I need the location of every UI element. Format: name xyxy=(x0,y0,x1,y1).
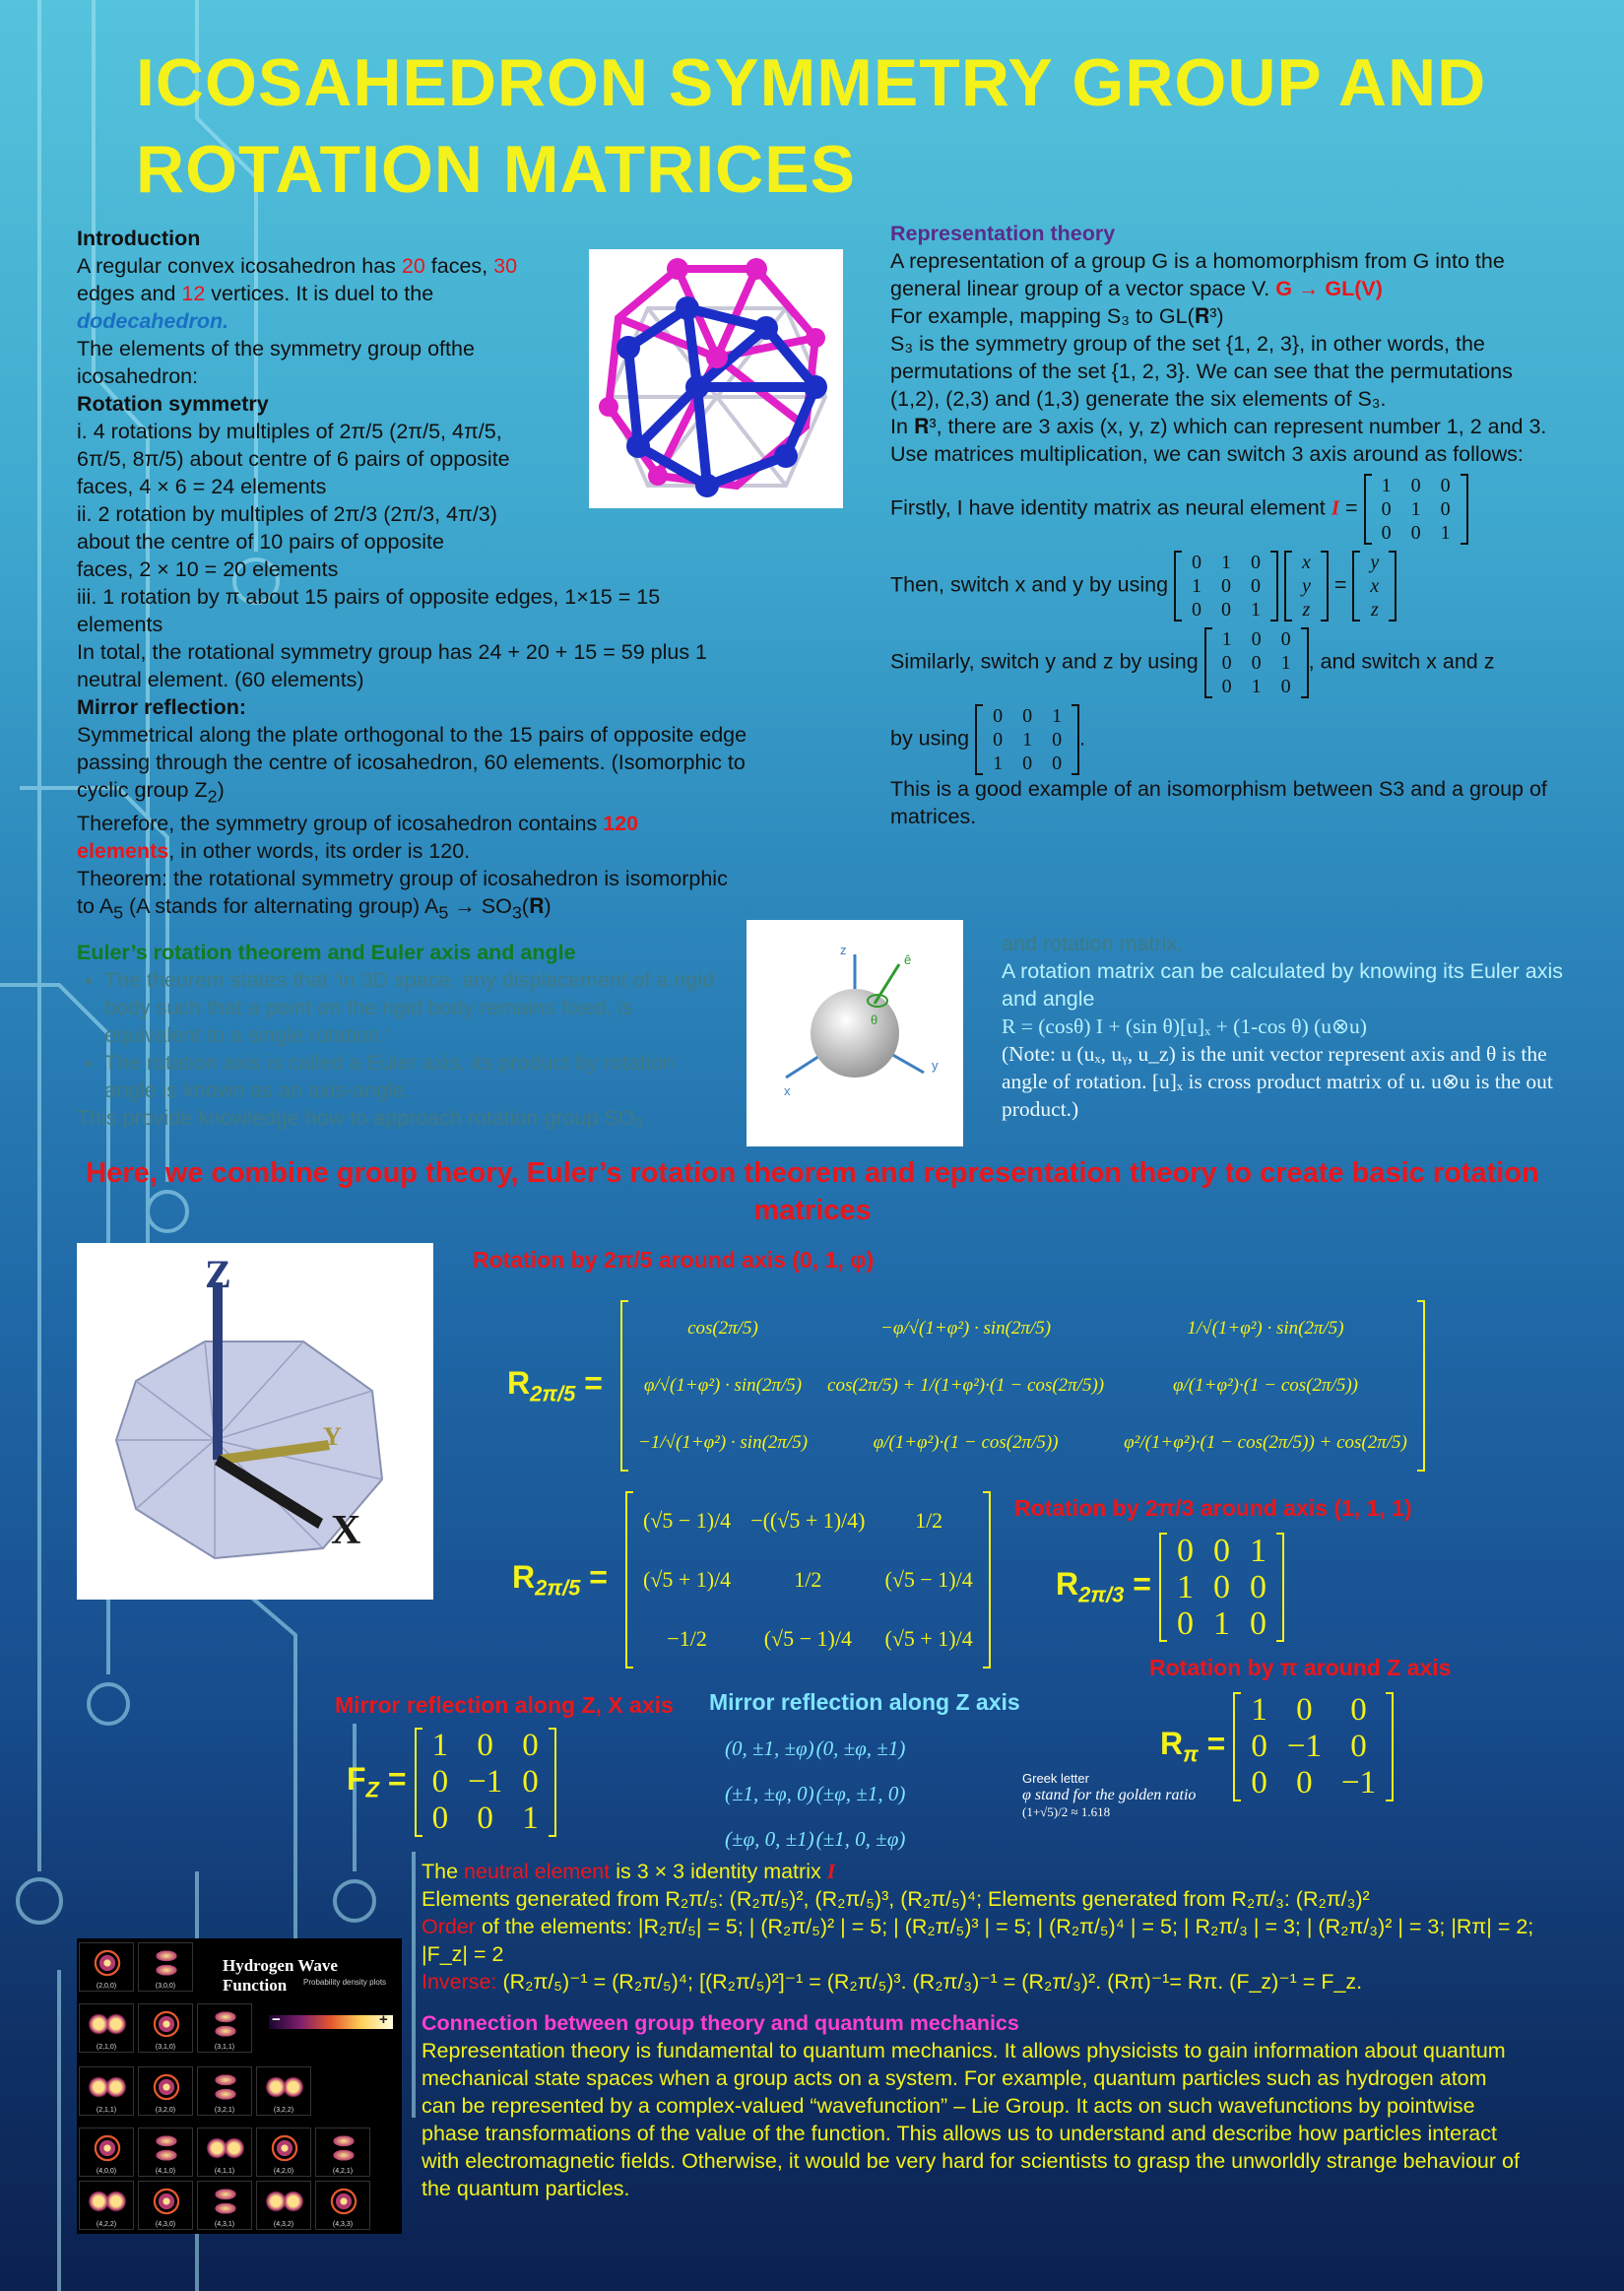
orbital-plot xyxy=(79,2127,134,2177)
matrix-cell: 0 xyxy=(1221,575,1232,597)
vector-cell: z xyxy=(1370,599,1379,621)
rotation-2pi5-general: $R_{2\pi/5}$ = cos(2π/5) −φ/√(1+φ²) · sin(2π/5) 1/√(1+φ²) · sin(2π/5) φ/√(1+φ²) · sin(2π/5) cos(2π/5) + 1/(1+φ²)·(1 − cos(2π/5)) φ/(1+φ²)·(1 − cos(2π/5)) −1/√(1+φ²) · sin(2π/5) φ/(1+φ²)·(1 − cos(2π/5)) φ²/(1+φ²)·(1 − cos(2π/5)) + cos(2π/5) xyxy=(507,1292,1502,1479)
orbital-label: (4,3,0) xyxy=(155,2221,176,2228)
orbital-label: (4,1,0) xyxy=(155,2168,176,2175)
matrix-cell: 0 xyxy=(1249,1569,1267,1605)
orbital-plot xyxy=(138,1942,193,1992)
rot5-numeric-table xyxy=(633,1491,983,1669)
matrix-cell: 1 xyxy=(1440,522,1451,544)
mirror-z-points xyxy=(724,1726,906,1862)
icosahedron-icon xyxy=(589,249,843,508)
matrix-cell: (√5 + 1)/4 xyxy=(642,1567,732,1592)
matrix-cell: 0 xyxy=(1381,498,1392,520)
euler-right-1: and rotation matrix. xyxy=(1002,932,1184,955)
icosahedron-image xyxy=(589,249,843,508)
matrix-cell: 0 xyxy=(431,1800,449,1836)
matrix-cell: 0 xyxy=(1249,1605,1267,1642)
orbital-plot xyxy=(79,2181,134,2230)
matrix-cell: 1 xyxy=(1022,729,1033,751)
matrix-cell: 1 xyxy=(1221,628,1232,650)
matrix-cell: (0, ±1, ±φ) xyxy=(725,1736,814,1760)
orbital-density-icon xyxy=(145,2069,188,2105)
rep-p1: A representation of a group G is a homomorphism from G into the general linear group of a vector space V. G → GL(V) xyxy=(890,249,1505,300)
identity-matrix xyxy=(1364,474,1468,545)
elements-section xyxy=(422,1858,1574,1996)
orbital-plot xyxy=(197,2066,252,2116)
svg-text:z: z xyxy=(840,943,847,957)
rotation-2pi5-general-matrix xyxy=(620,1300,1425,1472)
orbital-label: (2,0,0) xyxy=(96,1983,117,1990)
matrix-cell: 0 xyxy=(1052,729,1063,751)
orbital-label: (3,2,0) xyxy=(155,2107,176,2114)
matrix-cell: 0 xyxy=(1296,1765,1313,1800)
rotation-i: i. 4 rotations by multiples of 2π/5 (2π/5, 4π/5, 6π/5, 8π/5) about centre of 6 pairs of opposite faces, 4 × 6 = 24 elements xyxy=(77,420,510,498)
rep-swap-yz-table xyxy=(1212,627,1301,698)
matrix-cell: 0 xyxy=(431,1764,449,1800)
rotpi-m-table xyxy=(1241,1692,1386,1801)
rotation-total: In total, the rotational symmetry group has 24 + 20 + 15 = 59 plus 1 neutral element. (60 elements) xyxy=(77,640,708,691)
matrix-cell: (±φ, ±1, 0) xyxy=(815,1782,906,1805)
orbital-density-icon xyxy=(145,2184,188,2219)
orbital-label: (3,1,1) xyxy=(214,2044,235,2051)
svg-text:X: X xyxy=(331,1508,361,1553)
orbital-plot xyxy=(315,2127,370,2177)
orbital-label: (3,0,0) xyxy=(155,1983,176,1990)
matrix-cell: (±1, ±φ, 0) xyxy=(725,1782,814,1805)
matrix-cell: 1 xyxy=(1410,498,1421,520)
intro-line-3: The elements of the symmetry group ofthe icosahedron: xyxy=(77,337,475,388)
matrix-cell: 1 xyxy=(1251,599,1262,621)
swap-xz-row: by using 0 0 1 0 1 0 1 0 0 . xyxy=(890,705,1086,774)
vector-cell: y xyxy=(1370,552,1380,573)
matrix-cell: (√5 − 1)/4 xyxy=(884,1567,973,1592)
mirror-text: Symmetrical along the plate orthogonal to the 15 pairs of opposite edge passing through the centre of icosahedron, 60 elements. (Isomorphic to cyclic group $Z_2$) xyxy=(77,723,747,807)
vector-cell: y xyxy=(1302,575,1311,597)
rotation-note: (Note: u (uₓ, uᵧ, u_z) is the unit vector represent axis and θ is the angle of rotation. [u]ₓ is cross product matrix of u. u⊗u is the out product.) xyxy=(1002,1042,1553,1121)
rotation-pi-matrix xyxy=(1233,1692,1394,1801)
elements-order: Order of the elements: |R₂π/₅| = 5; | (R₂π/₅)² | = 5; | (R₂π/₅)³ | = 5; | (R₂π/₅)⁴ | = 5; | R₂π/₃ | = 3; | (R₂π/₃)² | = 3; |Rπ| = 2; |F_z| = 2 xyxy=(422,1915,1534,1966)
euler-bullet-1: • The theorem states that ‘in 3D space, any displacement of a rigid body such that a point on the rigid body remains fixed, is equivalent to a single rotation.’ xyxy=(104,966,727,1049)
orbital-density-icon xyxy=(86,1945,129,1981)
euler-right-2: A rotation matrix can be calculated by knowing its Euler axis and angle xyxy=(1002,959,1564,1011)
matrix-cell: 0 xyxy=(1251,575,1262,597)
matrix-cell: 0 xyxy=(1350,1692,1367,1728)
matrix-cell: −1 xyxy=(1340,1765,1377,1800)
representation-heading: Representation theory xyxy=(890,222,1116,245)
orbital-label: (3,2,2) xyxy=(273,2107,294,2114)
orbital-label: (2,1,1) xyxy=(96,2107,117,2114)
orbital-plot xyxy=(79,1942,134,1992)
matrix-cell: 1 xyxy=(1251,676,1262,697)
matrix-cell: 0 xyxy=(522,1728,539,1763)
matrix-cell: 0 xyxy=(993,705,1004,727)
matrix-cell: −1/2 xyxy=(667,1626,707,1651)
mirror-zx-heading: Mirror reflection along Z, X axis xyxy=(335,1692,674,1718)
mirror-zx-matrix xyxy=(415,1728,556,1837)
matrix-cell: 0 xyxy=(1251,1729,1267,1764)
rep-swap-xy-table xyxy=(1182,551,1270,622)
rep-p3: S₃ is the symmetry group of the set {1, 2, 3}, in other words, the permutations of the set {1, 2, 3}. We can see that the permutations (1,2), (2,3) and (1,3) generate the six elements of S₃. xyxy=(890,332,1513,411)
svg-text:Z: Z xyxy=(205,1252,231,1296)
rep-p2: For example, mapping S₃ to GL(𝐑³) xyxy=(890,304,1224,328)
vector-cell: z xyxy=(1302,599,1311,621)
matrix-cell: 0 xyxy=(1410,522,1421,544)
rotation-2pi3-heading: Rotation by 2π/3 around axis (1, 1, 1) xyxy=(1014,1495,1412,1521)
rotation-formula: R = (cosθ) I + (sin θ)[u]ₓ + (1-cos θ) (u⊗u) xyxy=(1002,1015,1367,1038)
rotation-model-image xyxy=(77,1243,433,1600)
swap-xy-matrix xyxy=(1174,551,1278,622)
matrix-cell: (0, ±φ, ±1) xyxy=(815,1736,906,1760)
euler-section xyxy=(77,939,727,1132)
matrix-cell: 1 xyxy=(522,1800,539,1836)
matrix-cell: 0 xyxy=(1381,522,1392,544)
orbital-density-icon xyxy=(263,2069,306,2105)
rotation-pi: $R_\pi$ = 1 0 0 0 −1 0 0 0 −1 xyxy=(1160,1692,1394,1801)
matrix-cell: 0 xyxy=(477,1800,493,1836)
matrix-cell: 0 xyxy=(1221,652,1232,674)
matrix-cell: 1 xyxy=(1381,475,1392,496)
orbital-density-icon xyxy=(145,2006,188,2042)
rotation-2pi5-numeric-matrix xyxy=(625,1491,991,1669)
elements-inverse: Inverse: (R₂π/₅)⁻¹ = (R₂π/₅)⁴; [(R₂π/₅)²]⁻¹ = (R₂π/₅)³. (R₂π/₃)⁻¹ = (R₂π/₃)². (Rπ)⁻¹= Rπ. (F_z)⁻¹ = F_z. xyxy=(422,1970,1363,1994)
hydrogen-wavefunction-image xyxy=(77,1938,402,2234)
matrix-cell: −φ/√(1+φ²) · sin(2π/5) xyxy=(880,1318,1052,1339)
matrix-cell: −1 xyxy=(468,1764,503,1800)
greek-l1: Greek letter xyxy=(1022,1771,1089,1786)
vector-table xyxy=(1292,551,1321,622)
matrix-cell: 0 xyxy=(1176,1533,1194,1569)
matrix-cell: φ/(1+φ²)·(1 − cos(2π/5)) xyxy=(873,1432,1059,1453)
matrix-cell: 1 xyxy=(1212,1605,1230,1642)
vector-table xyxy=(1360,551,1389,622)
r-2pi5-label: R xyxy=(507,1364,531,1401)
matrix-cell: (±φ, 0, ±1) xyxy=(725,1827,814,1851)
orbital-density-icon xyxy=(86,2006,129,2042)
matrix-cell: 0 xyxy=(1251,552,1262,573)
matrix-cell: (±1, 0, ±φ) xyxy=(815,1827,906,1851)
matrix-cell: 1/2 xyxy=(794,1567,822,1592)
matrix-cell: 0 xyxy=(1251,652,1262,674)
matrix-cell: 0 xyxy=(1280,676,1291,697)
orbital-label: (4,1,1) xyxy=(214,2168,235,2175)
rep-swap-xz-table xyxy=(983,704,1072,775)
rep-conclusion: This is a good example of an isomorphism between S3 and a group of matrices. xyxy=(890,777,1547,828)
matrix-cell: 0 xyxy=(477,1728,493,1763)
rotation-2pi3-matrix xyxy=(1159,1533,1284,1642)
euler-tail: This provide knowledge how to approach rotation group SO₃ xyxy=(77,1106,644,1130)
rotation-2pi5-numeric: $R_{2\pi/5}$ = (√5 − 1)/4 −((√5 + 1)/4) 1/2 (√5 + 1)/4 1/2 (√5 − 1)/4 −1/2 (√5 − 1)/4 (√5 + 1)/4 xyxy=(512,1491,991,1669)
matrix-cell: φ²/(1+φ²)·(1 − cos(2π/5)) + cos(2π/5) xyxy=(1124,1432,1407,1453)
orbital-label: (4,3,3) xyxy=(332,2221,354,2228)
introduction-heading: Introduction xyxy=(77,227,201,250)
matrix-cell: (√5 + 1)/4 xyxy=(884,1626,973,1651)
matrix-cell: 0 xyxy=(1052,753,1063,774)
matrix-cell: 1 xyxy=(1251,1692,1267,1728)
elements-neutral: The neutral element is 3 × 3 identity matrix I xyxy=(422,1860,836,1883)
matrix-cell: 1 xyxy=(1221,552,1232,573)
matrix-cell: 0 xyxy=(1022,705,1033,727)
representation-section xyxy=(890,220,1560,830)
mirror-z-pts-table xyxy=(724,1726,906,1862)
matrix-cell: 0 xyxy=(1296,1692,1313,1728)
orbital-label: (4,3,1) xyxy=(214,2221,235,2228)
dual-dodecahedron: dodecahedron. xyxy=(77,309,229,333)
orbital-label: (3,2,1) xyxy=(214,2107,235,2114)
hydrogen-colorbar xyxy=(269,2015,393,2029)
swap-xy-row: Then, switch x and y by using 0 1 0 1 0 0 0 0 1 x y z = y x z xyxy=(890,551,1560,622)
matrix-cell: 1/2 xyxy=(915,1508,943,1533)
vector-xyz xyxy=(1284,551,1329,622)
orbital-density-icon xyxy=(86,2184,129,2219)
matrix-cell: 0 xyxy=(1410,475,1421,496)
orbital-density-icon xyxy=(204,2006,247,2042)
orbital-density-icon xyxy=(263,2130,306,2166)
matrix-cell: 0 xyxy=(1212,1569,1230,1605)
orbital-plot xyxy=(197,2181,252,2230)
mirror-z-heading: Mirror reflection along Z axis xyxy=(709,1689,1020,1715)
svg-text:θ: θ xyxy=(871,1013,878,1027)
vector-cell: x xyxy=(1370,575,1380,597)
orbital-plot xyxy=(315,2181,370,2230)
matrix-cell: φ/(1+φ²)·(1 − cos(2π/5)) xyxy=(1173,1375,1358,1396)
rotation-symmetry-heading: Rotation symmetry xyxy=(77,392,269,416)
matrix-cell: 0 xyxy=(1212,1533,1230,1569)
matrix-cell: 0 xyxy=(1022,753,1033,774)
orbital-density-icon xyxy=(86,2130,129,2166)
minus-icon: − xyxy=(272,2011,281,2028)
orbital-density-icon xyxy=(263,2184,306,2219)
orbital-plot xyxy=(256,2066,311,2116)
svg-text:y: y xyxy=(932,1058,939,1073)
greek-note xyxy=(1022,1770,1196,1820)
therefore-text: Therefore, the symmetry group of icosahedron contains 120 elements, in other words, its order is 120. xyxy=(77,812,639,864)
matrix-cell: −1 xyxy=(1286,1729,1322,1764)
quantum-heading: Connection between group theory and quantum mechanics xyxy=(422,2011,1019,2035)
hydrogen-subtitle: Probability density plots xyxy=(303,1978,387,1987)
matrix-cell: cos(2π/5) + 1/(1+φ²)·(1 − cos(2π/5)) xyxy=(827,1375,1105,1396)
orbital-density-icon xyxy=(322,2184,365,2219)
orbital-plot xyxy=(197,2003,252,2053)
orbital-density-icon xyxy=(204,2130,247,2166)
rot5-general-table xyxy=(628,1300,1417,1472)
matrix-cell: −((√5 + 1)/4) xyxy=(750,1508,866,1533)
greek-l2: φ stand for the golden ratio xyxy=(1022,1787,1197,1803)
matrix-cell: 1 xyxy=(1052,705,1063,727)
orbital-density-icon xyxy=(204,2184,247,2219)
matrix-cell: 0 xyxy=(1176,1605,1194,1642)
svg-text:Y: Y xyxy=(323,1422,342,1451)
matrix-cell: 0 xyxy=(1221,676,1232,697)
matrix-cell: 0 xyxy=(1350,1729,1367,1764)
matrix-cell: 0 xyxy=(1280,628,1291,650)
orbital-density-icon xyxy=(145,1945,188,1981)
euler-bullets xyxy=(77,966,727,1104)
matrix-cell: (√5 − 1)/4 xyxy=(763,1626,852,1651)
matrix-cell: 0 xyxy=(1192,552,1202,573)
euler-axis-figure xyxy=(747,920,963,1146)
svg-text:x: x xyxy=(784,1083,791,1098)
matrix-cell: cos(2π/5) xyxy=(687,1318,758,1339)
matrix-cell: 0 xyxy=(1251,1765,1267,1800)
mirror-zx: $F_Z$ = 1 0 0 0 −1 0 0 0 1 xyxy=(347,1728,556,1837)
matrix-cell: 0 xyxy=(1192,599,1202,621)
matrix-cell: 0 xyxy=(1251,628,1262,650)
svg-text:ê: ê xyxy=(904,952,912,967)
matrix-cell: 0 xyxy=(1440,475,1451,496)
orbital-plot xyxy=(138,2127,193,2177)
matrix-cell: 1 xyxy=(1249,1533,1267,1569)
page-title: ICOSAHEDRON SYMMETRY GROUP AND ROTATION MATRICES xyxy=(136,45,1487,207)
identity-row: Firstly, I have identity matrix as neural element I = 1 0 0 0 1 0 0 0 1 xyxy=(890,474,1560,545)
rotation-iii: iii. 1 rotation by π about 15 pairs of opposite edges, 1×15 = 15 elements xyxy=(77,585,661,636)
matrix-cell: 0 xyxy=(993,729,1004,751)
matrix-cell: 0 xyxy=(1221,599,1232,621)
intro-line-1: A regular convex icosahedron has 20 faces, 30 edges and 12 vertices. It is duel to the xyxy=(77,254,518,305)
vector-cell: x xyxy=(1302,552,1311,573)
orbital-label: (4,2,1) xyxy=(332,2168,354,2175)
matrix-cell: 1 xyxy=(1192,575,1202,597)
theorem-text: Theorem: the rotational symmetry group of icosahedron is isomorphic to $A_5$ (A stands for alternating group) $A_5$ → $SO_3(𝐑)$ xyxy=(77,867,728,923)
orbital-density-icon xyxy=(204,2069,247,2105)
matrix-cell: −1/√(1+φ²) · sin(2π/5) xyxy=(637,1432,809,1453)
plus-icon: + xyxy=(379,2011,388,2028)
orbital-plot xyxy=(138,2003,193,2053)
orbital-plot xyxy=(79,2003,134,2053)
orbital-label: (4,0,0) xyxy=(96,2168,117,2175)
orbital-plot xyxy=(197,2127,252,2177)
mirror-zx-m-table xyxy=(422,1728,549,1837)
orbital-plot xyxy=(138,2181,193,2230)
orbital-label: (2,1,0) xyxy=(96,2044,117,2051)
matrix-cell: 1 xyxy=(431,1728,449,1763)
swap-yz-matrix xyxy=(1204,627,1309,698)
elements-generated: Elements generated from R₂π/₅: (R₂π/₅)², (R₂π/₅)³, (R₂π/₅)⁴; Elements generated from R₂π/₃: (R₂π/₃)² xyxy=(422,1887,1370,1911)
rotation-2pi3: $R_{2\pi/3}$ = 0 0 1 1 0 0 0 1 0 xyxy=(1056,1533,1284,1642)
orbital-plot xyxy=(256,2127,311,2177)
quantum-section xyxy=(422,2009,1554,2202)
euler-right-text xyxy=(1002,930,1573,1123)
rotation-pi-heading: Rotation by π around Z axis xyxy=(1149,1655,1452,1680)
mirror-heading: Mirror reflection: xyxy=(77,695,247,719)
swap-yz-row: Similarly, switch y and z by using 1 0 0 0 0 1 0 1 0 , and switch x and z xyxy=(890,628,1495,697)
quantum-body: Representation theory is fundamental to quantum mechanics. It allows physicists to gain information about quantum mechanical state spaces when a group acts on a system. For example, quantum particles such as hydrogen atom can be represented by a complex-valued “wavefunction” – Lie Group. It acts on such wavefunctions by pointwise phase transformations of the value of the function. This allows us to understand and describe how particles interact with electromagnetic fields. Otherwise, it would be very hard for scientists to grasp the unworldly strange behaviour of the quantum particles. xyxy=(422,2039,1520,2200)
matrix-cell: 1 xyxy=(1280,652,1291,674)
rep-p5: Use matrices multiplication, we can switch 3 axis around as follows: xyxy=(890,442,1524,466)
matrix-cell: 0 xyxy=(522,1764,539,1800)
rotation-ii: ii. 2 rotation by multiples of 2π/3 (2π/3, 4π/3) about the centre of 10 pairs of opposite faces, 2 × 10 = 20 elements xyxy=(77,502,497,581)
matrix-cell: 0 xyxy=(1440,498,1451,520)
rep-identity-table xyxy=(1372,474,1461,545)
orbital-label: (4,2,0) xyxy=(273,2168,294,2175)
matrix-cell: 1 xyxy=(1176,1569,1194,1605)
rot3-m-table xyxy=(1167,1533,1276,1642)
matrix-cell: 1 xyxy=(993,753,1004,774)
orbital-label: (3,1,0) xyxy=(155,2044,176,2051)
orbital-density-icon xyxy=(322,2130,365,2166)
orbital-plot xyxy=(256,2181,311,2230)
rotation-2pi5-heading: Rotation by 2π/5 around axis (0, 1, φ) xyxy=(473,1247,875,1273)
euler-heading: Euler’s rotation theorem and Euler axis and angle xyxy=(77,941,576,964)
r-2pi5-sub: 2π/5 xyxy=(530,1381,576,1407)
swap-xz-matrix xyxy=(975,704,1079,775)
euler-bullet-2: • The rotation axis is called a Euler axis, its product by rotation angle is known as an axis-angle. xyxy=(104,1049,727,1104)
rep-p4: In 𝐑³, there are 3 axis (x, y, z) which can represent number 1, 2 and 3. xyxy=(890,415,1547,438)
vector-yxz xyxy=(1352,551,1397,622)
matrix-cell: φ/√(1+φ²) · sin(2π/5) xyxy=(643,1375,803,1396)
matrix-cell: (√5 − 1)/4 xyxy=(642,1508,732,1533)
greek-l3: (1+√5)/2 ≈ 1.618 xyxy=(1022,1804,1111,1819)
orbital-density-icon xyxy=(145,2130,188,2166)
orbital-label: (4,3,2) xyxy=(273,2221,294,2228)
matrix-cell: 1/√(1+φ²) · sin(2π/5) xyxy=(1187,1318,1344,1339)
orbital-plot xyxy=(79,2066,134,2116)
orbital-label: (4,2,2) xyxy=(96,2221,117,2228)
orbital-density-icon xyxy=(86,2069,129,2105)
hydrogen-title: Hydrogen Wave Function xyxy=(223,1956,338,1995)
orbital-plot xyxy=(138,2066,193,2116)
combine-statement: Here, we combine group theory, Euler’s rotation theorem and representation theory to create basic rotation matrices xyxy=(86,1157,1539,1226)
